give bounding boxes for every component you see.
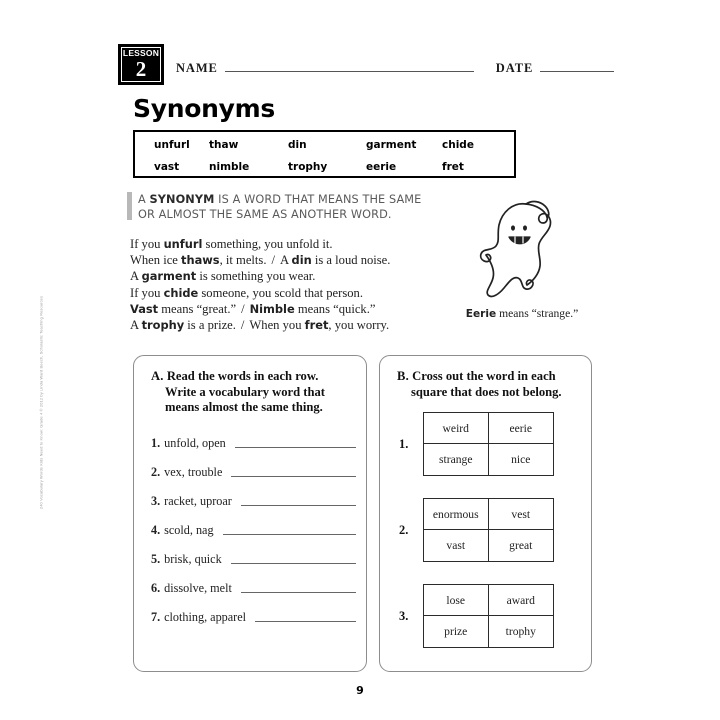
word-bank-word: garment	[366, 139, 417, 151]
word-bank-word: vast	[154, 161, 180, 173]
exercise-a-instructions	[151, 369, 356, 416]
example-sentence	[130, 252, 460, 268]
definition-post: IS A WORD THAT MEANS THE SAME	[214, 193, 422, 206]
word-square-grid	[423, 412, 554, 476]
item-words: clothing, apparel	[164, 610, 247, 624]
example-post: is something you wear.	[196, 269, 316, 284]
exercise-b-line1: Cross out the word in each	[412, 369, 556, 383]
example-sentence	[130, 285, 460, 301]
word-cell[interactable]: vest	[489, 499, 554, 530]
example-pre: A	[130, 318, 142, 333]
example-pre: A	[130, 269, 142, 284]
word-cell[interactable]: award	[489, 585, 554, 616]
item-number: 2.	[151, 465, 161, 479]
example-post: , it melts.	[219, 253, 267, 268]
list-item	[151, 538, 356, 567]
example-post: , you worry.	[328, 318, 390, 333]
word-cell[interactable]: great	[509, 539, 533, 552]
example-post: means “great.”	[158, 301, 237, 316]
example-vocab-word: thaws	[181, 253, 220, 268]
answer-blank[interactable]	[231, 562, 356, 564]
item-number: 7.	[151, 610, 161, 624]
group-number: 3.	[399, 608, 409, 623]
item-words: vex, trouble	[164, 465, 223, 479]
definition-callout	[127, 192, 447, 222]
definition-term: SYNONYM	[149, 193, 215, 206]
answer-blank[interactable]	[241, 591, 356, 593]
item-words: dissolve, melt	[164, 581, 232, 595]
margin-copyright-text: 240 Vocabulary Words Kids Need to Know: Grade 4 © 2012 by Linda Ward Beech, Scholastic Teaching Resources	[38, 295, 44, 510]
word-cell[interactable]: prize	[424, 616, 489, 647]
caption-definition: means “strange.”	[496, 307, 579, 320]
callout-accent-bar	[127, 192, 132, 220]
group-number: 1.	[399, 436, 409, 451]
list-item	[151, 422, 356, 451]
exercise-b-letter: B.	[397, 369, 409, 383]
name-date-row	[176, 61, 592, 76]
answer-blank[interactable]	[255, 620, 356, 622]
word-bank-word: thaw	[209, 139, 239, 151]
exercise-a-line3: means almost the same thing.	[165, 400, 323, 415]
exercise-a-letter: A.	[151, 369, 164, 383]
item-words: scold, nag	[164, 523, 214, 537]
example-vocab-word: garment	[141, 269, 197, 284]
example-post: someone, you scold that person.	[198, 285, 363, 300]
example-sentence	[130, 236, 460, 252]
worksheet-header	[118, 44, 592, 90]
word-bank-word: trophy	[288, 161, 328, 173]
illustration-block	[452, 196, 592, 320]
example-separator: /	[271, 253, 275, 268]
date-input-line[interactable]	[540, 70, 614, 72]
list-item	[151, 596, 356, 625]
word-bank-word: nimble	[209, 161, 250, 173]
example-sentence	[130, 268, 460, 284]
exercise-a-panel	[133, 355, 367, 672]
list-item	[151, 480, 356, 509]
word-bank-word: chide	[442, 139, 474, 151]
lesson-badge	[118, 44, 164, 85]
example-vocab-word: din	[291, 253, 312, 268]
example-post: something, you unfold it.	[202, 237, 333, 251]
list-item	[151, 509, 356, 538]
word-square-grid	[423, 584, 554, 648]
example-vocab-word: chide	[163, 285, 199, 300]
example-sentence	[130, 317, 460, 333]
word-bank-row	[135, 134, 514, 156]
exercise-b-panel	[379, 355, 592, 672]
item-words: racket, uproar	[164, 494, 232, 508]
example-pre: If you	[130, 237, 164, 251]
word-cell[interactable]: vast	[424, 530, 489, 561]
example-sentence	[130, 301, 460, 317]
group-number: 2.	[399, 522, 409, 537]
word-square-group	[395, 584, 583, 648]
word-cell[interactable]: lose	[424, 585, 489, 616]
exercise-a-line1: Read the words in each row.	[166, 369, 319, 383]
word-cell[interactable]: strange	[424, 444, 489, 475]
item-words: brisk, quick	[164, 552, 222, 566]
illustration-caption	[452, 307, 592, 320]
word-bank-word: din	[288, 139, 307, 151]
definition-pre: A	[138, 193, 150, 206]
answer-blank[interactable]	[231, 475, 356, 477]
example-separator: /	[241, 301, 245, 316]
word-bank-word: eerie	[366, 161, 397, 173]
item-words: unfold, open	[164, 436, 226, 450]
item-number: 4.	[151, 523, 161, 537]
caption-term: Eerie	[465, 308, 497, 320]
word-cell[interactable]: eerie	[489, 413, 554, 444]
word-bank-box	[133, 130, 516, 178]
exercise-b-instructions	[397, 369, 581, 400]
page-number: 9	[356, 684, 364, 697]
exercise-b-group-list	[395, 412, 583, 670]
answer-blank[interactable]	[241, 504, 356, 506]
example-vocab-word: trophy	[141, 318, 185, 333]
exercise-b-line2: square that does not belong.	[411, 384, 562, 399]
item-number: 1.	[151, 436, 161, 450]
example-vocab-word: Nimble	[249, 301, 295, 316]
exercise-a-line2: Write a vocabulary word that	[165, 384, 325, 399]
example-pre: When you	[249, 318, 305, 333]
name-label: NAME	[176, 61, 218, 75]
word-square-group	[395, 412, 583, 476]
example-post: is a loud noise.	[311, 253, 391, 268]
example-pre: If you	[130, 285, 164, 300]
word-bank-word: fret	[442, 161, 464, 173]
example-pre: A	[279, 253, 292, 268]
exercise-a-item-list	[151, 422, 356, 625]
definition-line2: OR ALMOST THE SAME AS ANOTHER WORD.	[138, 208, 392, 221]
example-vocab-word: Vast	[130, 301, 159, 316]
list-item	[151, 451, 356, 480]
word-bank-word: unfurl	[154, 139, 190, 151]
word-cell[interactable]: trophy	[505, 625, 536, 638]
definition-text	[138, 192, 421, 222]
list-item	[151, 567, 356, 596]
lesson-badge-inner	[121, 47, 161, 82]
item-number: 5.	[151, 552, 161, 566]
word-square-grid	[423, 498, 554, 562]
example-pre: When ice	[130, 253, 182, 268]
name-input-line[interactable]	[225, 70, 474, 72]
answer-blank[interactable]	[223, 533, 356, 535]
item-number: 6.	[151, 581, 161, 595]
answer-blank[interactable]	[235, 446, 356, 448]
word-bank-row	[135, 156, 514, 178]
example-vocab-word: fret	[304, 318, 329, 333]
lesson-label: LESSON	[122, 48, 160, 58]
example-vocab-word: unfurl	[163, 237, 203, 251]
word-cell[interactable]: weird	[424, 413, 489, 444]
item-number: 3.	[151, 494, 161, 508]
example-sentences	[130, 236, 460, 333]
word-cell[interactable]: enormous	[424, 499, 489, 530]
example-separator: /	[240, 318, 245, 333]
page-title: Synonyms	[133, 94, 275, 123]
ghost-icon	[466, 196, 578, 300]
example-post: means “quick.”	[294, 301, 376, 316]
lesson-number: 2	[135, 57, 147, 81]
word-square-group	[395, 498, 583, 562]
date-label: DATE	[495, 61, 534, 75]
example-post: is a prize.	[184, 318, 236, 333]
word-cell[interactable]: nice	[511, 453, 531, 466]
